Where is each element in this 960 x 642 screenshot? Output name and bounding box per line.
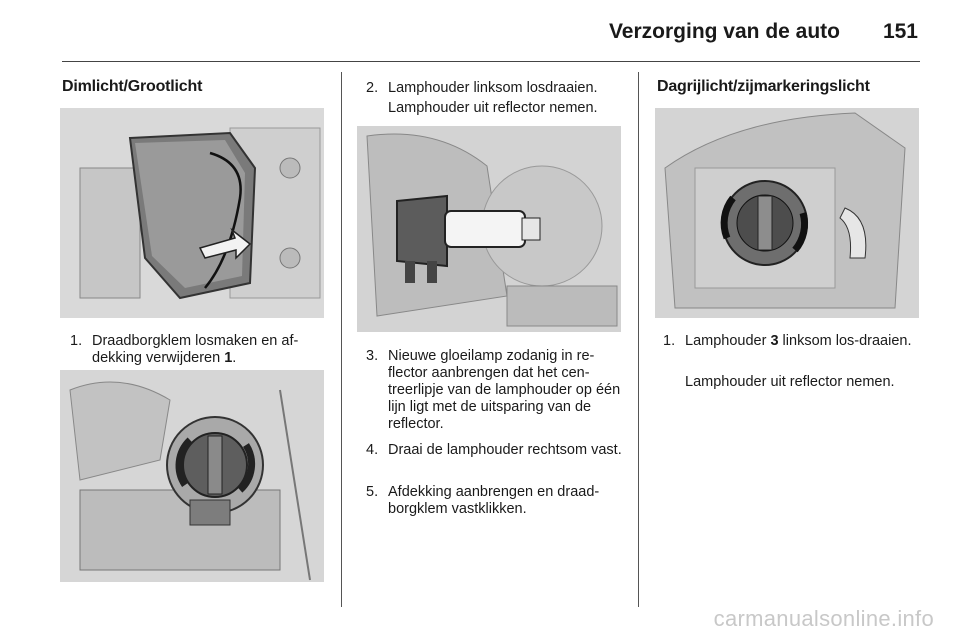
step-text: Afdekking aanbrengen en draad-borgklem vastklikken. [388,484,600,517]
col2-step4 [366,442,628,482]
step-number: 2. [366,80,379,96]
step-text-post: linksom los-draaien. [778,333,912,349]
figure-daylight-holder [655,108,919,318]
heading-dagrijlicht: Dagrijlicht/zijmarkeringslicht [657,78,870,95]
watermark: carmanualsonline.info [713,606,934,631]
column-divider-1 [341,72,342,607]
figure-headlamp-cover [60,108,324,318]
step-text [685,333,925,350]
step-ref: 1 [224,350,233,366]
page-header [62,16,920,52]
header-rule [62,61,920,62]
col1-step1 [70,333,330,373]
step-number: 1. [663,333,676,349]
heading-dimlicht: Dimlicht/Grootlicht [62,78,203,95]
step-text [92,333,330,367]
step-number: 1. [70,333,83,349]
step-number: 5. [366,484,379,500]
col3-step1 [663,333,925,373]
step-text-body: Draadborgklem losmaken en af-dekking verwijderen [92,333,299,366]
page-number: 151 [882,20,918,43]
col2-step2-note: Lamphouder uit reflector nemen. [388,100,598,116]
col2-step3 [366,348,628,438]
figure-bulb-removal [357,126,621,332]
col3-step1-note: Lamphouder uit reflector nemen. [685,374,895,390]
step-tail: . [232,350,237,366]
step-text: Draai de lamphouder rechtsom vast. [388,442,622,458]
col2-step5 [366,484,628,524]
col2-step2 [366,80,626,100]
step-ref: 3 [770,333,779,349]
column-divider-2 [638,72,639,607]
step-text: Nieuwe gloeilamp zodanig in re-flector aanbrengen dat het cen-treerlipje van de lamphouder op één lijn ligt met de uitsparing van de reflector. [388,348,621,432]
step-number: 3. [366,348,379,364]
step-text-pre: Lamphouder [685,333,771,349]
step-text: Lamphouder linksom losdraaien. [388,80,598,96]
step-number: 4. [366,442,379,458]
section-title: Verzorging van de auto [608,20,840,43]
figure-lampholder-rotate [60,370,324,582]
